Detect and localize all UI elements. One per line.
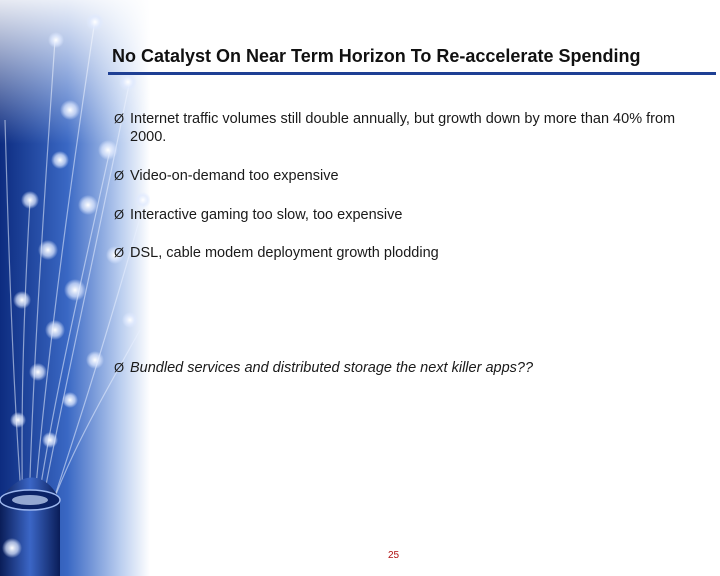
bullet-item <box>114 167 704 185</box>
bullet-text: Interactive gaming too slow, too expensive <box>130 207 403 223</box>
slide-title: No Catalyst On Near Term Horizon To Re-accelerate Spending <box>112 46 641 66</box>
bullet-item <box>114 110 704 146</box>
bullet-arrow-icon: Ø <box>114 360 125 375</box>
bullet-arrow-icon: Ø <box>114 168 125 183</box>
bullet-item <box>114 359 704 377</box>
bullet-arrow-icon: Ø <box>114 111 125 126</box>
bullet-text: DSL, cable modem deployment growth plodding <box>130 245 439 261</box>
bullet-item <box>114 244 704 262</box>
bullet-arrow-icon: Ø <box>114 245 125 260</box>
bullet-text: Bundled services and distributed storage the next killer apps?? <box>130 360 534 376</box>
bullet-text: Video-on-demand too expensive <box>130 168 339 184</box>
bullet-arrow-icon: Ø <box>114 207 125 222</box>
bullet-item <box>114 206 704 224</box>
page-number: 25 <box>388 550 400 561</box>
bullet-text: Internet traffic volumes still double annually, but growth down by more than 40% from 2000. <box>130 111 676 145</box>
